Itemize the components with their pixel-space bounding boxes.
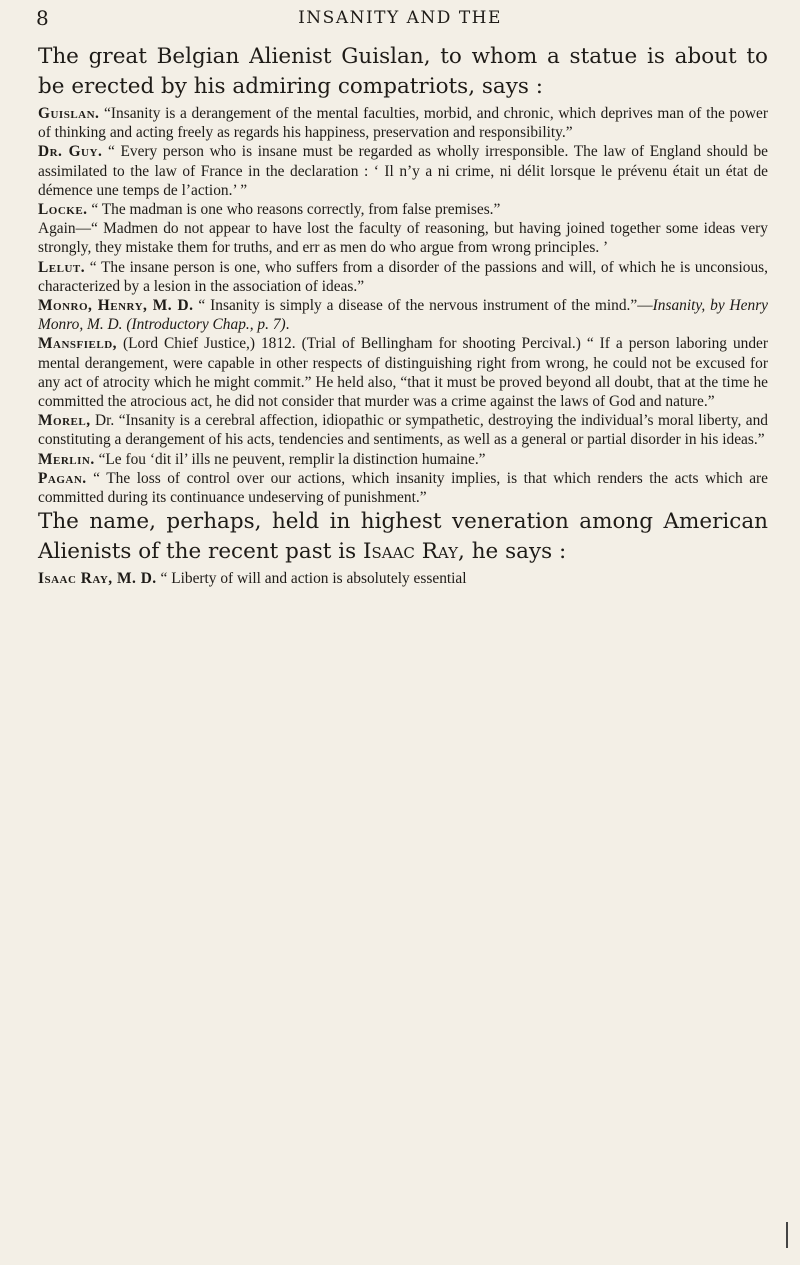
quote-author: Dr. Guy.: [38, 143, 103, 161]
quote-author: Pagan.: [38, 469, 87, 487]
quote-pagan: [38, 469, 768, 507]
quote-author: Locke.: [38, 201, 88, 219]
quote-ray: [38, 569, 768, 588]
quote-text: “ The insane person is one, who suffers from a disorder of the passions and will, of which he is unconsious, characterized by a lesion in the association of ideas.”: [38, 258, 768, 295]
quote-text: Again—“ Madmen do not appear to have lost the faculty of reasoning, but having joined together some ideas very strongly, they mistake them for truths, and err as men do who argue from wrong principles. ’: [38, 220, 768, 257]
page-number: 8: [36, 6, 49, 30]
page-header: [0, 6, 800, 36]
quote-text: “ The loss of control over our actions, which insanity implies, is that which renders the acts which are committed during its continuance undeserving of punishment.”: [38, 469, 768, 507]
quote-locke: [38, 200, 768, 219]
quote-author: Lelut.: [38, 258, 86, 276]
quote-text: “ Every person who is insane must be regarded as wholly irresponsible. The law of England should be assimilated to the law of France in the declaration : ‘ Il n’y a ni crime, ni délit lorsque le prévenu était un état de démence une temps de l’action.’ ”: [38, 143, 768, 199]
quote-guislan: [38, 104, 768, 142]
quote-mansfield: [38, 334, 768, 411]
quote-merlin: [38, 450, 768, 469]
intro-paragraph-2: [38, 507, 768, 567]
quote-citation-end: .: [285, 316, 290, 334]
page-body: [38, 42, 768, 588]
quote-text: “ The madman is one who reasons correctly, from false premises.”: [87, 201, 501, 219]
page-edge-mark: [786, 1222, 788, 1248]
quote-author: Morel,: [38, 412, 91, 430]
quote-author: Merlin.: [38, 450, 95, 468]
quote-author: Mansfield,: [38, 335, 117, 353]
quote-author: Isaac Ray, M. D.: [38, 570, 157, 588]
intro2-text: The name, perhaps, held in highest veneration among American Alienists of the recent past is: [38, 509, 768, 565]
quote-locke-again: [38, 219, 768, 257]
running-head: INSANITY AND THE: [298, 8, 502, 28]
intro2-end: , he says :: [458, 539, 567, 565]
quote-author: Guislan.: [38, 105, 100, 122]
quote-text: Dr. “Insanity is a cerebral affection, idiopathic or sympathetic, destroying the individual’s moral liberty, and constituting a derangement of his acts, tendencies and sentiments, as well as a general or partial disorder in his ideas.”: [38, 412, 768, 449]
quote-text: “ Insanity is simply a disease of the nervous instrument of the mind.”—: [193, 297, 653, 315]
quote-text: (Lord Chief Justice,) 1812. (Trial of Bellingham for shooting Percival.) “ If a person laboring under mental derangement, were capable in other respects of distinguishing right from wrong, he could not be excused for any act of atrocity which he might commit.” He held also, “that it must be proved beyond all doubt, that at the time he committed the atrocious act, he did not consider that murder was a crime against the laws of God and nature.”: [38, 335, 768, 411]
quote-lelut: [38, 258, 768, 296]
quote-author: Monro, Henry, M. D.: [38, 297, 194, 315]
intro2-name: Isaac Ray: [362, 539, 459, 565]
quote-morel: [38, 411, 768, 449]
quote-text: “Insanity is a derangement of the mental faculties, morbid, and chronic, which deprives man of the power of thinking and acting freely as regards his happiness, preservation and responsibility.”: [38, 105, 768, 142]
quote-citation: Insanity, by Henry Monro, M. D. (Introductory Chap., p. 7): [38, 297, 769, 334]
quote-monro: [38, 296, 768, 334]
quote-text: “ Liberty of will and action is absolutely essential: [156, 570, 467, 588]
intro-paragraph: The great Belgian Alienist Guislan, to whom a statue is about to be erected by his admiring compatriots, says :: [38, 44, 768, 99]
quote-text: “Le fou ‘dit il’ ills ne peuvent, remplir la distinction humaine.”: [94, 450, 486, 468]
quote-guy: [38, 142, 768, 200]
